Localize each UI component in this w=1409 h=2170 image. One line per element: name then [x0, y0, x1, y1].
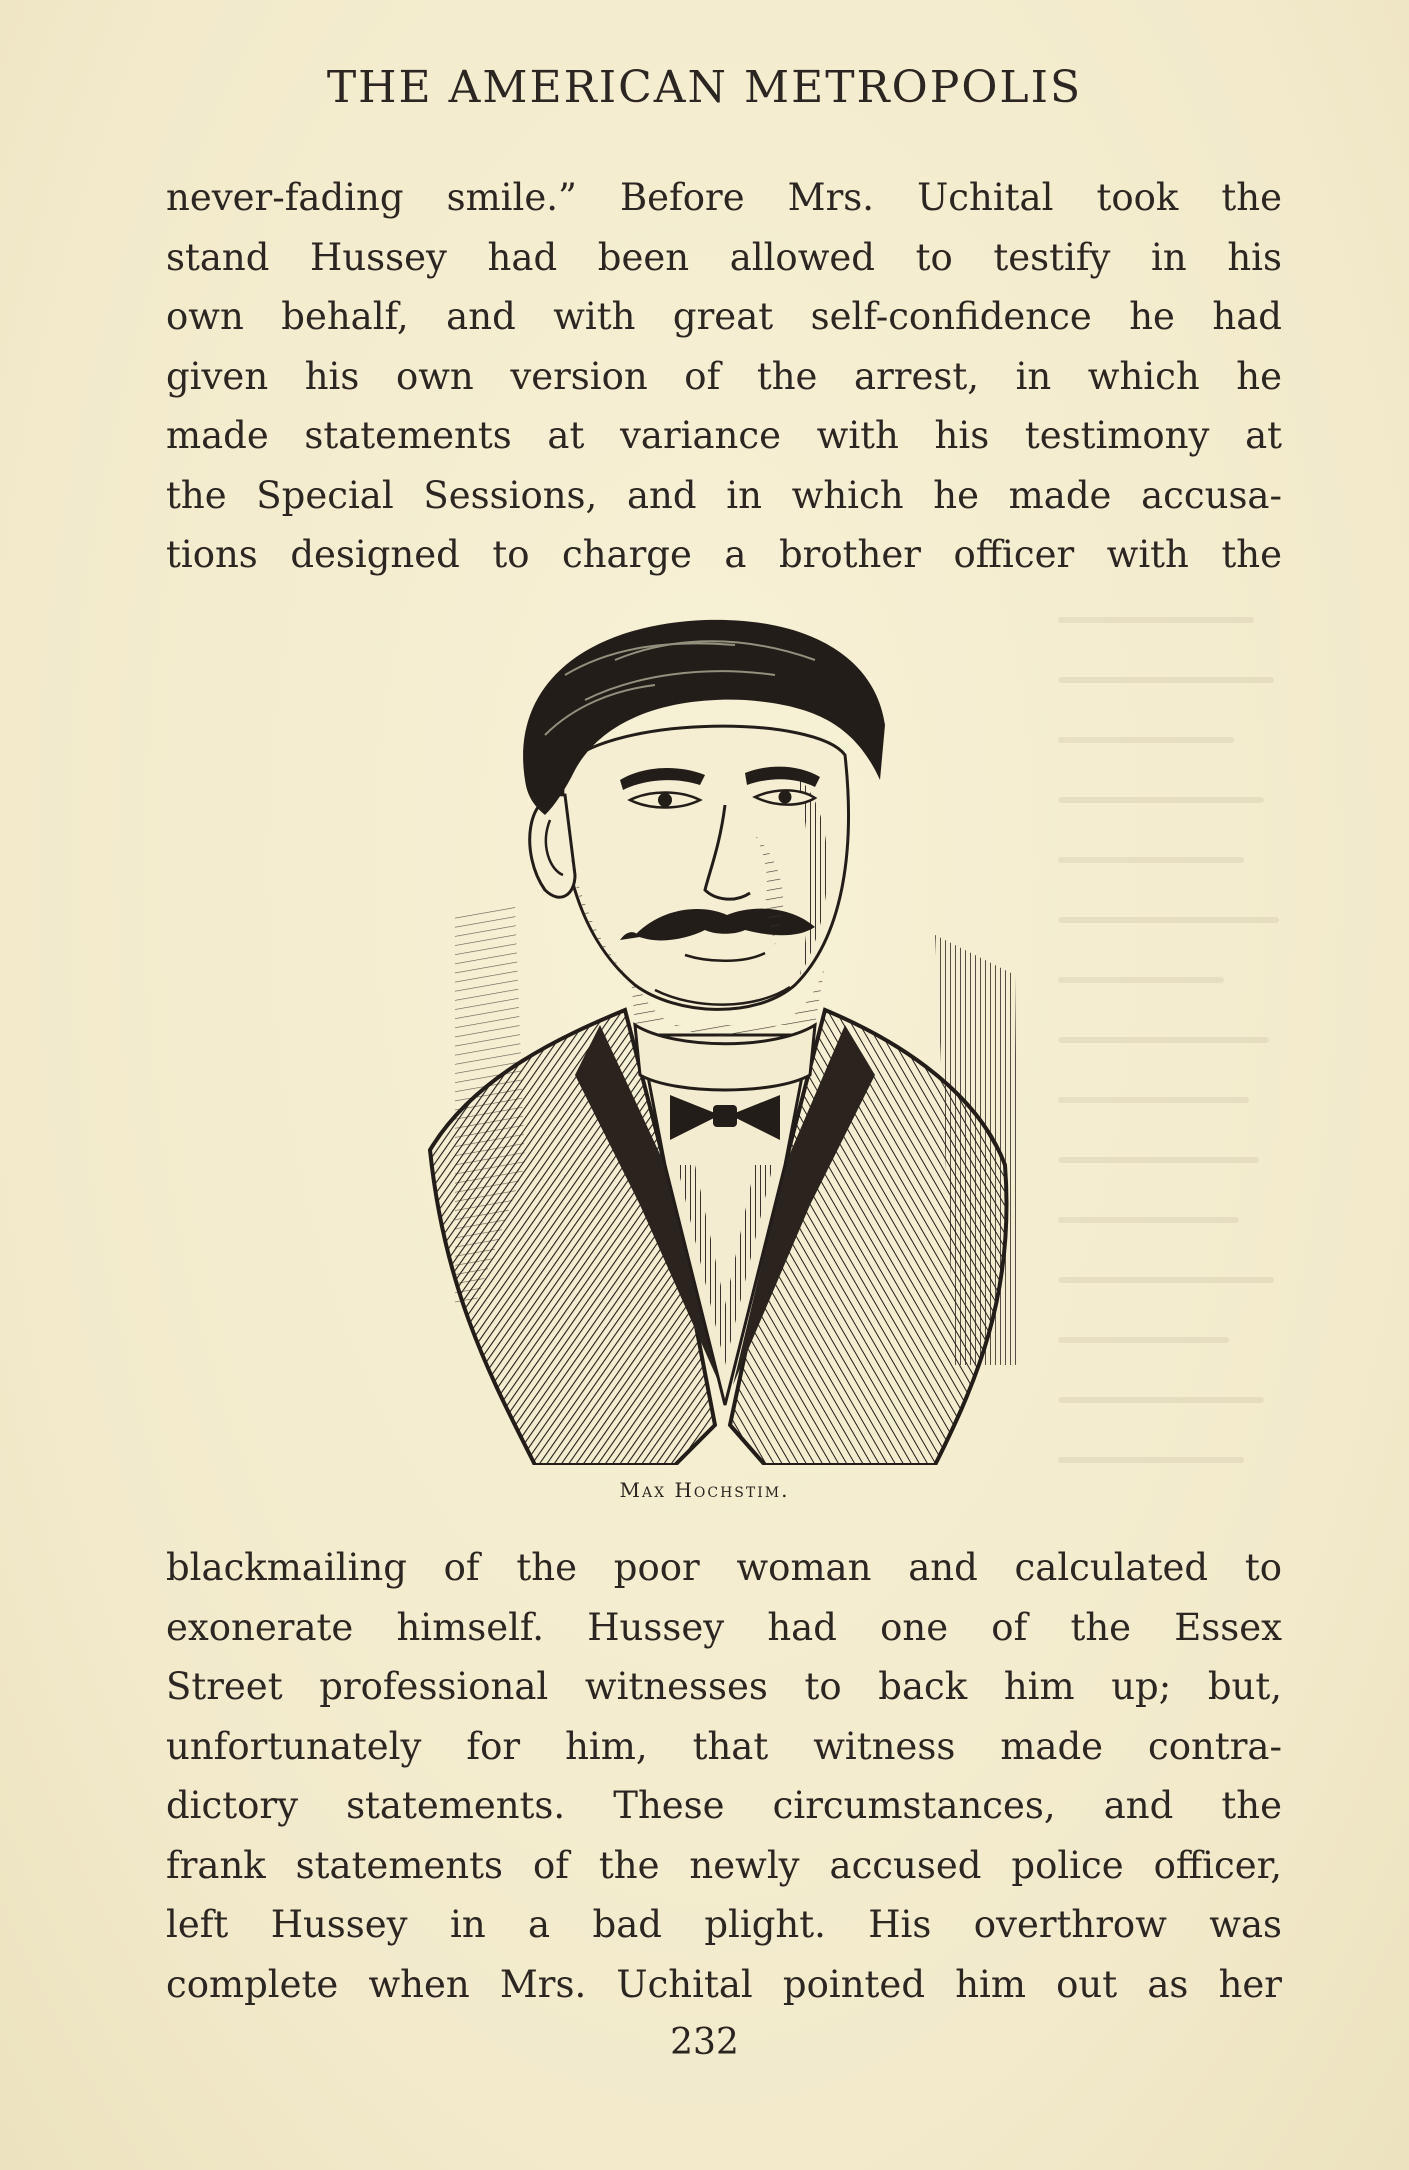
page-number: 232	[670, 2022, 739, 2063]
text-line: exonerate himself. Hussey had one of the Essex	[166, 1605, 1282, 1649]
bleed-through-texture	[1051, 600, 1291, 1500]
text-line: frank statements of the newly accused police officer,	[166, 1843, 1282, 1887]
running-head: THE AMERICAN METROPOLIS	[326, 62, 1083, 113]
text-line: dictory statements. These circumstances, and the	[166, 1784, 1282, 1827]
text-line: tions designed to charge a brother officer with the	[166, 533, 1282, 576]
text-line: own behalf, and with great self-confidence he had	[166, 295, 1282, 338]
text-line: unfortunately for him, that witness made contra-	[166, 1724, 1282, 1768]
text-line: made statements at variance with his testimony at	[166, 414, 1282, 457]
text-line: complete when Mrs. Uchital pointed him out as her	[166, 1962, 1282, 2006]
text-line: blackmailing of the poor woman and calculated to	[166, 1546, 1282, 1589]
text-line: given his own version of the arrest, in which he	[166, 354, 1282, 398]
text-line: never-fading smile.” Before Mrs. Uchital took the	[166, 176, 1282, 219]
paragraph-bottom	[166, 1538, 1282, 2014]
engraved-portrait-icon	[415, 605, 1035, 1465]
figure-caption: Max Hochstim.	[619, 1478, 790, 1502]
paragraph-top	[166, 168, 1282, 585]
text-line: Street professional witnesses to back him up; but,	[166, 1665, 1282, 1708]
text-line: left Hussey in a bad plight. His overthrow was	[166, 1903, 1282, 1946]
text-line: the Special Sessions, and in which he made accusa-	[166, 473, 1282, 517]
text-line: stand Hussey had been allowed to testify in his	[166, 235, 1282, 279]
